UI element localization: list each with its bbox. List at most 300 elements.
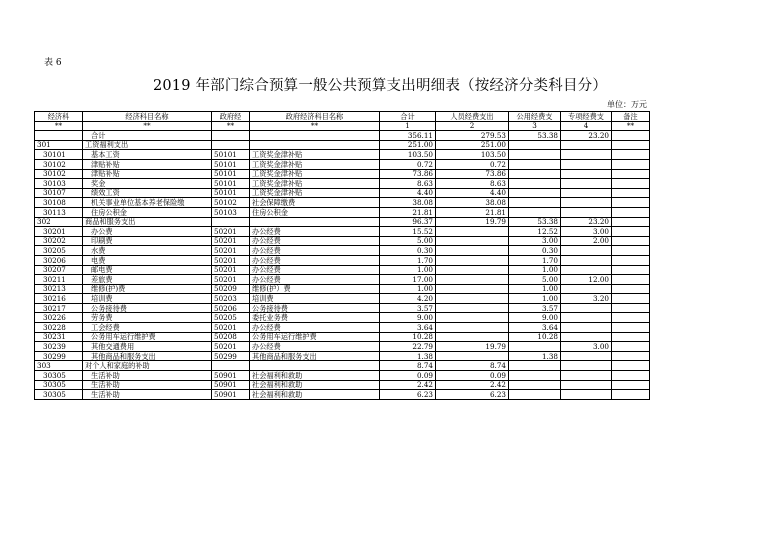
- note-cell: [612, 265, 650, 275]
- gov-name-cell: [250, 361, 380, 371]
- econ-code-cell: 30305: [35, 371, 83, 381]
- header-code-cell: **: [83, 121, 212, 131]
- gov-code-cell: 50201: [212, 342, 250, 352]
- personnel-cell: 251.00: [436, 140, 509, 150]
- total-cell: 0.09: [380, 371, 436, 381]
- econ-code-cell: 30305: [35, 390, 83, 400]
- total-cell: 21.81: [380, 207, 436, 217]
- personnel-cell: [436, 294, 509, 304]
- personnel-cell: [436, 303, 509, 313]
- gov-name-cell: 工资奖金津补贴: [250, 188, 380, 198]
- public-cell: 3.57: [509, 303, 561, 313]
- total-cell: 96.37: [380, 217, 436, 227]
- special-cell: 3.00: [561, 342, 612, 352]
- econ-code-cell: 30103: [35, 179, 83, 189]
- note-cell: [612, 140, 650, 150]
- total-cell: 3.57: [380, 303, 436, 313]
- personnel-cell: [436, 255, 509, 265]
- note-cell: [612, 169, 650, 179]
- total-cell: 1.70: [380, 255, 436, 265]
- gov-name-cell: 社会保障缴费: [250, 198, 380, 208]
- special-cell: [561, 371, 612, 381]
- public-cell: 53.38: [509, 131, 561, 141]
- header-cell: 政府经济科目名称: [250, 112, 380, 122]
- note-cell: [612, 275, 650, 285]
- personnel-cell: 73.86: [436, 169, 509, 179]
- table-row: [35, 198, 650, 208]
- special-cell: [561, 255, 612, 265]
- public-cell: 3.64: [509, 323, 561, 333]
- econ-name-cell: 水费: [83, 246, 212, 256]
- personnel-cell: [436, 351, 509, 361]
- special-cell: 12.00: [561, 275, 612, 285]
- table-row: [35, 246, 650, 256]
- public-cell: [509, 198, 561, 208]
- total-cell: 356.11: [380, 131, 436, 141]
- total-cell: 4.40: [380, 188, 436, 198]
- public-cell: [509, 371, 561, 381]
- special-cell: 3.20: [561, 294, 612, 304]
- econ-code-cell: 30206: [35, 255, 83, 265]
- gov-name-cell: 办公经费: [250, 246, 380, 256]
- note-cell: [612, 361, 650, 371]
- gov-code-cell: 50901: [212, 380, 250, 390]
- special-cell: [561, 303, 612, 313]
- econ-name-cell: 机关事业单位基本养老保险缴: [83, 198, 212, 208]
- table-row: [35, 159, 650, 169]
- note-cell: [612, 380, 650, 390]
- note-cell: [612, 179, 650, 189]
- public-cell: [509, 342, 561, 352]
- note-cell: [612, 227, 650, 237]
- note-cell: [612, 294, 650, 304]
- personnel-cell: 4.40: [436, 188, 509, 198]
- personnel-cell: 103.50: [436, 150, 509, 160]
- personnel-cell: 0.09: [436, 371, 509, 381]
- table-row: [35, 371, 650, 381]
- personnel-cell: [436, 275, 509, 285]
- doc-label: 表 6: [44, 58, 62, 68]
- special-cell: [561, 207, 612, 217]
- econ-name-cell: 工资福利支出: [83, 140, 212, 150]
- econ-name-cell: 对个人和家庭的补助: [83, 361, 212, 371]
- note-cell: [612, 342, 650, 352]
- public-cell: 1.38: [509, 351, 561, 361]
- note-cell: [612, 131, 650, 141]
- header-cell: 备注: [612, 112, 650, 122]
- gov-code-cell: 50901: [212, 390, 250, 400]
- gov-name-cell: 办公经费: [250, 323, 380, 333]
- total-cell: 17.00: [380, 275, 436, 285]
- gov-name-cell: 办公经费: [250, 227, 380, 237]
- note-cell: [612, 303, 650, 313]
- gov-code-cell: 50901: [212, 371, 250, 381]
- note-cell: [612, 236, 650, 246]
- public-cell: [509, 361, 561, 371]
- personnel-cell: 0.72: [436, 159, 509, 169]
- header-code-cell: **: [612, 121, 650, 131]
- header-cell: 经济科: [35, 112, 83, 122]
- note-cell: [612, 246, 650, 256]
- personnel-cell: 8.74: [436, 361, 509, 371]
- gov-name-cell: 办公经费: [250, 255, 380, 265]
- personnel-cell: [436, 265, 509, 275]
- total-cell: 4.20: [380, 294, 436, 304]
- econ-code-cell: 30231: [35, 332, 83, 342]
- gov-code-cell: 50102: [212, 198, 250, 208]
- gov-name-cell: 委托业务费: [250, 313, 380, 323]
- note-cell: [612, 351, 650, 361]
- econ-name-cell: 办公费: [83, 227, 212, 237]
- econ-code-cell: 30207: [35, 265, 83, 275]
- header-code-cell: 1: [380, 121, 436, 131]
- gov-code-cell: 50299: [212, 351, 250, 361]
- total-cell: 251.00: [380, 140, 436, 150]
- note-cell: [612, 188, 650, 198]
- gov-code-cell: 50201: [212, 227, 250, 237]
- note-cell: [612, 371, 650, 381]
- gov-name-cell: 办公经费: [250, 275, 380, 285]
- gov-name-cell: 工资奖金津补贴: [250, 169, 380, 179]
- gov-name-cell: 办公经费: [250, 236, 380, 246]
- note-cell: [612, 332, 650, 342]
- public-cell: 3.00: [509, 236, 561, 246]
- econ-name-cell: 生活补助: [83, 380, 212, 390]
- note-cell: [612, 150, 650, 160]
- table-row: [35, 150, 650, 160]
- table-row: [35, 294, 650, 304]
- public-cell: [509, 207, 561, 217]
- table-row: [35, 236, 650, 246]
- header-code-cell: 3: [509, 121, 561, 131]
- special-cell: [561, 351, 612, 361]
- econ-name-cell: 生活补助: [83, 390, 212, 400]
- special-cell: [561, 332, 612, 342]
- public-cell: 9.00: [509, 313, 561, 323]
- special-cell: [561, 198, 612, 208]
- total-cell: 8.63: [380, 179, 436, 189]
- note-cell: [612, 159, 650, 169]
- special-cell: 23.20: [561, 217, 612, 227]
- personnel-cell: 19.79: [436, 217, 509, 227]
- total-cell: 10.28: [380, 332, 436, 342]
- table-row: [35, 227, 650, 237]
- total-cell: 5.00: [380, 236, 436, 246]
- total-cell: 3.64: [380, 323, 436, 333]
- personnel-cell: [436, 246, 509, 256]
- special-cell: [561, 390, 612, 400]
- table-row: [35, 342, 650, 352]
- header-cell: 合计: [380, 112, 436, 122]
- econ-name-cell: 公务接待费: [83, 303, 212, 313]
- public-cell: [509, 179, 561, 189]
- note-cell: [612, 255, 650, 265]
- econ-code-cell: 30239: [35, 342, 83, 352]
- total-cell: 9.00: [380, 313, 436, 323]
- gov-code-cell: [212, 361, 250, 371]
- special-cell: [561, 159, 612, 169]
- total-cell: 1.00: [380, 284, 436, 294]
- gov-code-cell: 50201: [212, 323, 250, 333]
- header-code-cell: 4: [561, 121, 612, 131]
- special-cell: [561, 380, 612, 390]
- total-cell: 22.79: [380, 342, 436, 352]
- public-cell: 1.00: [509, 294, 561, 304]
- special-cell: 23.20: [561, 131, 612, 141]
- table-row: [35, 380, 650, 390]
- econ-name-cell: 维修(护)费: [83, 284, 212, 294]
- table-row: [35, 275, 650, 285]
- public-cell: 1.70: [509, 255, 561, 265]
- public-cell: 53.38: [509, 217, 561, 227]
- econ-name-cell: 差旅费: [83, 275, 212, 285]
- gov-name-cell: 办公经费: [250, 265, 380, 275]
- header-cell: 公用经费支: [509, 112, 561, 122]
- econ-name-cell: 津贴补贴: [83, 159, 212, 169]
- econ-code-cell: 30107: [35, 188, 83, 198]
- gov-code-cell: [212, 217, 250, 227]
- public-cell: [509, 159, 561, 169]
- public-cell: 12.52: [509, 227, 561, 237]
- public-cell: [509, 150, 561, 160]
- table-row: [35, 332, 650, 342]
- special-cell: [561, 246, 612, 256]
- note-cell: [612, 207, 650, 217]
- econ-name-cell: 绩效工资: [83, 188, 212, 198]
- econ-name-cell: 住房公积金: [83, 207, 212, 217]
- total-cell: 38.08: [380, 198, 436, 208]
- econ-code-cell: 302: [35, 217, 83, 227]
- unit-note: 单位：万元: [607, 100, 647, 109]
- total-cell: 0.30: [380, 246, 436, 256]
- econ-code-cell: 30101: [35, 150, 83, 160]
- header-code-cell: **: [250, 121, 380, 131]
- public-cell: [509, 169, 561, 179]
- table-row: [35, 361, 650, 371]
- personnel-cell: 6.23: [436, 390, 509, 400]
- note-cell: [612, 217, 650, 227]
- budget-table: [34, 111, 650, 400]
- special-cell: [561, 140, 612, 150]
- gov-code-cell: 50101: [212, 169, 250, 179]
- special-cell: [561, 150, 612, 160]
- econ-code-cell: 30201: [35, 227, 83, 237]
- table-row: [35, 169, 650, 179]
- econ-code-cell: 30202: [35, 236, 83, 246]
- special-cell: [561, 361, 612, 371]
- personnel-cell: 8.63: [436, 179, 509, 189]
- gov-name-cell: 社会福利和救助: [250, 380, 380, 390]
- econ-name-cell: 其他交通费用: [83, 342, 212, 352]
- special-cell: [561, 313, 612, 323]
- page-title: 2019 年部门综合预算一般公共预算支出明细表（按经济分类科目分）: [152, 78, 608, 94]
- econ-name-cell: 生活补助: [83, 371, 212, 381]
- total-cell: 6.23: [380, 390, 436, 400]
- personnel-cell: 38.08: [436, 198, 509, 208]
- econ-name-cell: 电费: [83, 255, 212, 265]
- gov-name-cell: 工资奖金津补贴: [250, 159, 380, 169]
- gov-code-cell: [212, 140, 250, 150]
- special-cell: 3.00: [561, 227, 612, 237]
- gov-name-cell: 其他商品和服务支出: [250, 351, 380, 361]
- gov-code-cell: 50208: [212, 332, 250, 342]
- table-row: [35, 179, 650, 189]
- public-cell: [509, 390, 561, 400]
- econ-code-cell: 303: [35, 361, 83, 371]
- personnel-cell: [436, 313, 509, 323]
- gov-name-cell: [250, 140, 380, 150]
- table-body: [35, 131, 650, 400]
- table-row: [35, 207, 650, 217]
- public-cell: 5.00: [509, 275, 561, 285]
- table-row: [35, 323, 650, 333]
- gov-name-cell: 维修(护）费: [250, 284, 380, 294]
- total-cell: 1.38: [380, 351, 436, 361]
- note-cell: [612, 284, 650, 294]
- personnel-cell: 279.53: [436, 131, 509, 141]
- econ-name-cell: 商品和服务支出: [83, 217, 212, 227]
- gov-code-cell: 50201: [212, 275, 250, 285]
- econ-code-cell: 30211: [35, 275, 83, 285]
- econ-name-cell: 邮电费: [83, 265, 212, 275]
- gov-name-cell: 培训费: [250, 294, 380, 304]
- personnel-cell: [436, 284, 509, 294]
- header-code-cell: 2: [436, 121, 509, 131]
- total-cell: 0.72: [380, 159, 436, 169]
- econ-code-cell: 30205: [35, 246, 83, 256]
- personnel-cell: 2.42: [436, 380, 509, 390]
- econ-code-cell: 30102: [35, 159, 83, 169]
- note-cell: [612, 313, 650, 323]
- gov-code-cell: 50203: [212, 294, 250, 304]
- gov-name-cell: 公务接待费: [250, 303, 380, 313]
- econ-name-cell: 合计: [83, 131, 212, 141]
- table-row: [35, 131, 650, 141]
- gov-name-cell: 工资奖金津补贴: [250, 150, 380, 160]
- table-row: [35, 140, 650, 150]
- econ-code-cell: 30113: [35, 207, 83, 217]
- table-row: [35, 351, 650, 361]
- note-cell: [612, 390, 650, 400]
- econ-code-cell: 30216: [35, 294, 83, 304]
- gov-code-cell: 50101: [212, 179, 250, 189]
- gov-name-cell: 办公经费: [250, 342, 380, 352]
- gov-code-cell: 50201: [212, 255, 250, 265]
- personnel-cell: [436, 236, 509, 246]
- header-code-cell: **: [212, 121, 250, 131]
- personnel-cell: 19.79: [436, 342, 509, 352]
- total-cell: 15.52: [380, 227, 436, 237]
- gov-code-cell: 50201: [212, 265, 250, 275]
- public-cell: 10.28: [509, 332, 561, 342]
- special-cell: [561, 284, 612, 294]
- gov-code-cell: 50201: [212, 236, 250, 246]
- gov-code-cell: 50206: [212, 303, 250, 313]
- total-cell: 73.86: [380, 169, 436, 179]
- total-cell: 103.50: [380, 150, 436, 160]
- gov-code-cell: 50205: [212, 313, 250, 323]
- econ-code-cell: 301: [35, 140, 83, 150]
- public-cell: [509, 188, 561, 198]
- gov-name-cell: 社会福利和救助: [250, 371, 380, 381]
- econ-code-cell: 30102: [35, 169, 83, 179]
- gov-code-cell: 50201: [212, 246, 250, 256]
- econ-name-cell: 基本工资: [83, 150, 212, 160]
- personnel-cell: [436, 323, 509, 333]
- total-cell: 8.74: [380, 361, 436, 371]
- table-row: [35, 188, 650, 198]
- special-cell: [561, 169, 612, 179]
- econ-code-cell: 30228: [35, 323, 83, 333]
- special-cell: 2.00: [561, 236, 612, 246]
- econ-code-cell: 30226: [35, 313, 83, 323]
- table-row: [35, 217, 650, 227]
- econ-name-cell: 奖金: [83, 179, 212, 189]
- gov-name-cell: [250, 131, 380, 141]
- special-cell: [561, 323, 612, 333]
- note-cell: [612, 323, 650, 333]
- gov-name-cell: 工资奖金津补贴: [250, 179, 380, 189]
- total-cell: 1.00: [380, 265, 436, 275]
- econ-code-cell: 30305: [35, 380, 83, 390]
- econ-code-cell: 30108: [35, 198, 83, 208]
- gov-name-cell: [250, 217, 380, 227]
- econ-name-cell: 印刷费: [83, 236, 212, 246]
- note-cell: [612, 198, 650, 208]
- gov-code-cell: 50101: [212, 188, 250, 198]
- public-cell: [509, 380, 561, 390]
- personnel-cell: [436, 227, 509, 237]
- econ-name-cell: 津贴补贴: [83, 169, 212, 179]
- table-row: [35, 390, 650, 400]
- personnel-cell: [436, 332, 509, 342]
- gov-name-cell: 公务用车运行维护费: [250, 332, 380, 342]
- header-code-cell: **: [35, 121, 83, 131]
- header-cell: 人员经费支出: [436, 112, 509, 122]
- public-cell: 1.00: [509, 265, 561, 275]
- econ-name-cell: 其他商品和服务支出: [83, 351, 212, 361]
- public-cell: 1.00: [509, 284, 561, 294]
- gov-code-cell: 50209: [212, 284, 250, 294]
- econ-code-cell: 30217: [35, 303, 83, 313]
- header-cell: 政府经: [212, 112, 250, 122]
- total-cell: 2.42: [380, 380, 436, 390]
- gov-code-cell: 50103: [212, 207, 250, 217]
- special-cell: [561, 179, 612, 189]
- table-row: [35, 313, 650, 323]
- header-cell: 经济科目名称: [83, 112, 212, 122]
- gov-code-cell: 50101: [212, 159, 250, 169]
- table-row: [35, 255, 650, 265]
- econ-name-cell: 工会经费: [83, 323, 212, 333]
- header-cell: 专项经费支: [561, 112, 612, 122]
- econ-name-cell: 公务用车运行维护费: [83, 332, 212, 342]
- gov-name-cell: 社会福利和救助: [250, 390, 380, 400]
- public-cell: [509, 140, 561, 150]
- econ-name-cell: 劳务费: [83, 313, 212, 323]
- table-row: [35, 284, 650, 294]
- gov-code-cell: [212, 131, 250, 141]
- gov-code-cell: 50101: [212, 150, 250, 160]
- table-row: [35, 303, 650, 313]
- econ-code-cell: 30213: [35, 284, 83, 294]
- header-code-row: [35, 121, 650, 131]
- econ-code-cell: [35, 131, 83, 141]
- gov-name-cell: 住房公积金: [250, 207, 380, 217]
- special-cell: [561, 188, 612, 198]
- public-cell: 0.30: [509, 246, 561, 256]
- special-cell: [561, 265, 612, 275]
